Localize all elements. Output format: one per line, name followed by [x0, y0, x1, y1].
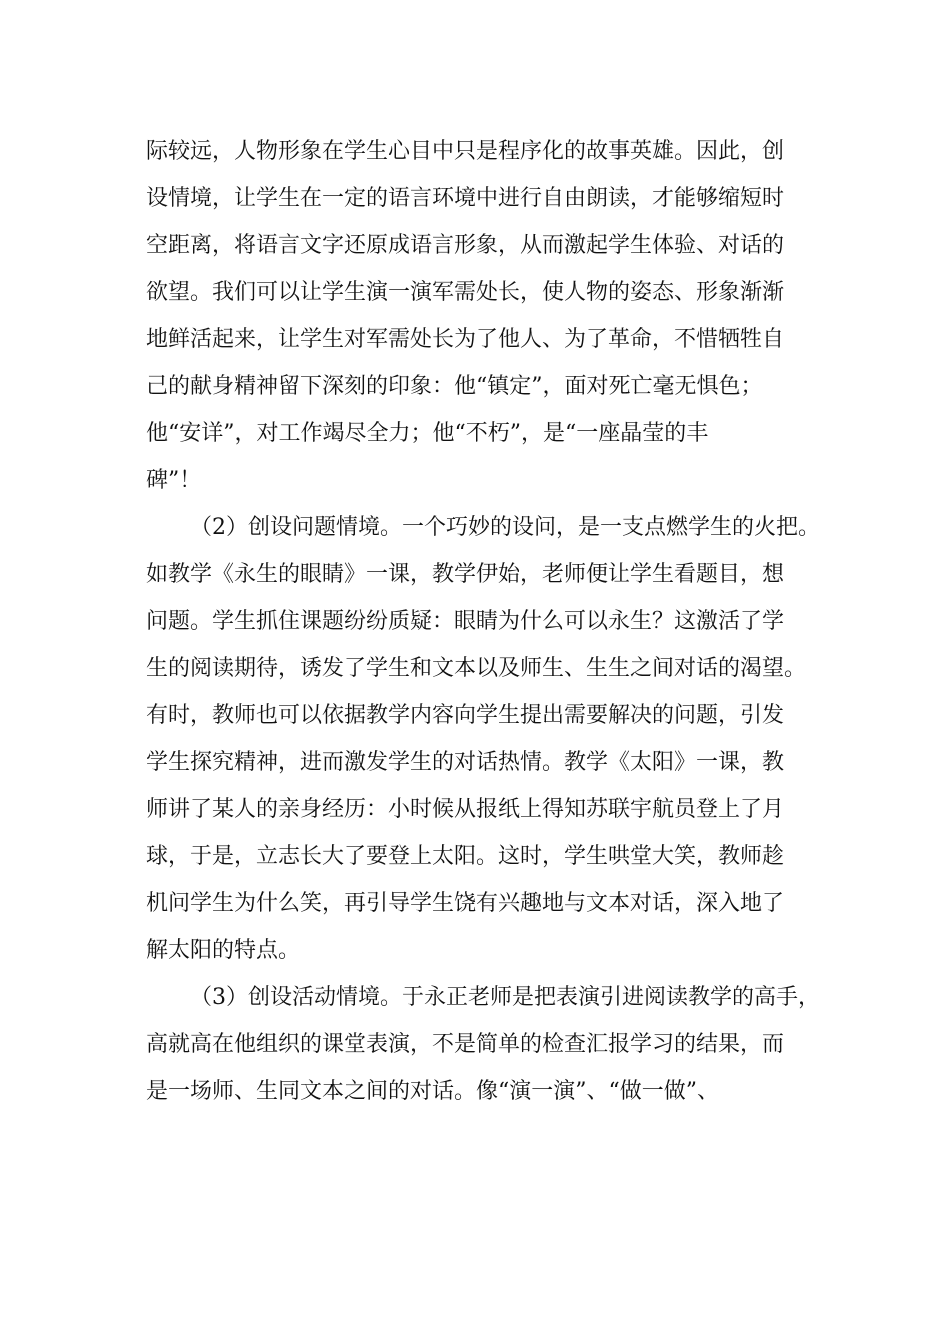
text-line: 问题。学生抓住课题纷纷质疑：眼睛为什么可以永生？这激活了学 [146, 609, 785, 634]
paragraph-start-line: （2）创设问题情境。一个巧妙的设问，是一支点燃学生的火把。 [190, 515, 820, 540]
paragraph-start-line: （3）创设活动情境。于永正老师是把表演引进阅读教学的高手， [190, 985, 820, 1010]
text-line: 高就高在他组织的课堂表演，不是简单的检查汇报学习的结果，而 [146, 1032, 785, 1057]
text-line: 师讲了某人的亲身经历：小时候从报纸上得知苏联宇航员登上了月 [146, 797, 785, 822]
text-line: 如教学《永生的眼睛》一课，教学伊始，老师便让学生看题目，想 [146, 562, 785, 587]
text-line: 机问学生为什么笑，再引导学生饶有兴趣地与文本对话，深入地了 [146, 891, 785, 916]
text-line: 空距离，将语言文字还原成语言形象，从而激起学生体验、对话的 [146, 233, 785, 258]
text-line: 是一场师、生同文本之间的对话。像“演一演”、“做一做”、 [146, 1079, 719, 1104]
body-text [146, 128, 826, 1115]
text-line: 设情境，让学生在一定的语言环境中进行自由朗读，才能够缩短时 [146, 186, 785, 211]
text-line: 际较远，人物形象在学生心目中只是程序化的故事英雄。因此，创 [146, 139, 785, 164]
text-line: 有时，教师也可以依据教学内容向学生提出需要解决的问题，引发 [146, 703, 785, 728]
text-line: 地鲜活起来，让学生对军需处长为了他人、为了革命，不惜牺牲自 [146, 327, 785, 352]
text-line: 生的阅读期待，诱发了学生和文本以及师生、生生之间对话的渴望。 [146, 656, 807, 681]
text-line: 欲望。我们可以让学生演一演军需处长，使人物的姿态、形象渐渐 [146, 280, 785, 305]
text-line: 学生探究精神，进而激发学生的对话热情。教学《太阳》一课，教 [146, 750, 785, 775]
text-line: 己的献身精神留下深刻的印象：他“镇定”，面对死亡毫无惧色； [146, 374, 763, 399]
text-line: 他“安详”，对工作竭尽全力；他“不朽”，是“一座晶莹的丰 [146, 421, 709, 446]
text-line: 解太阳的特点。 [146, 938, 301, 963]
text-line: 球，于是，立志长大了要登上太阳。这时，学生哄堂大笑，教师趁 [146, 844, 785, 869]
text-line: 碑”！ [146, 468, 202, 493]
